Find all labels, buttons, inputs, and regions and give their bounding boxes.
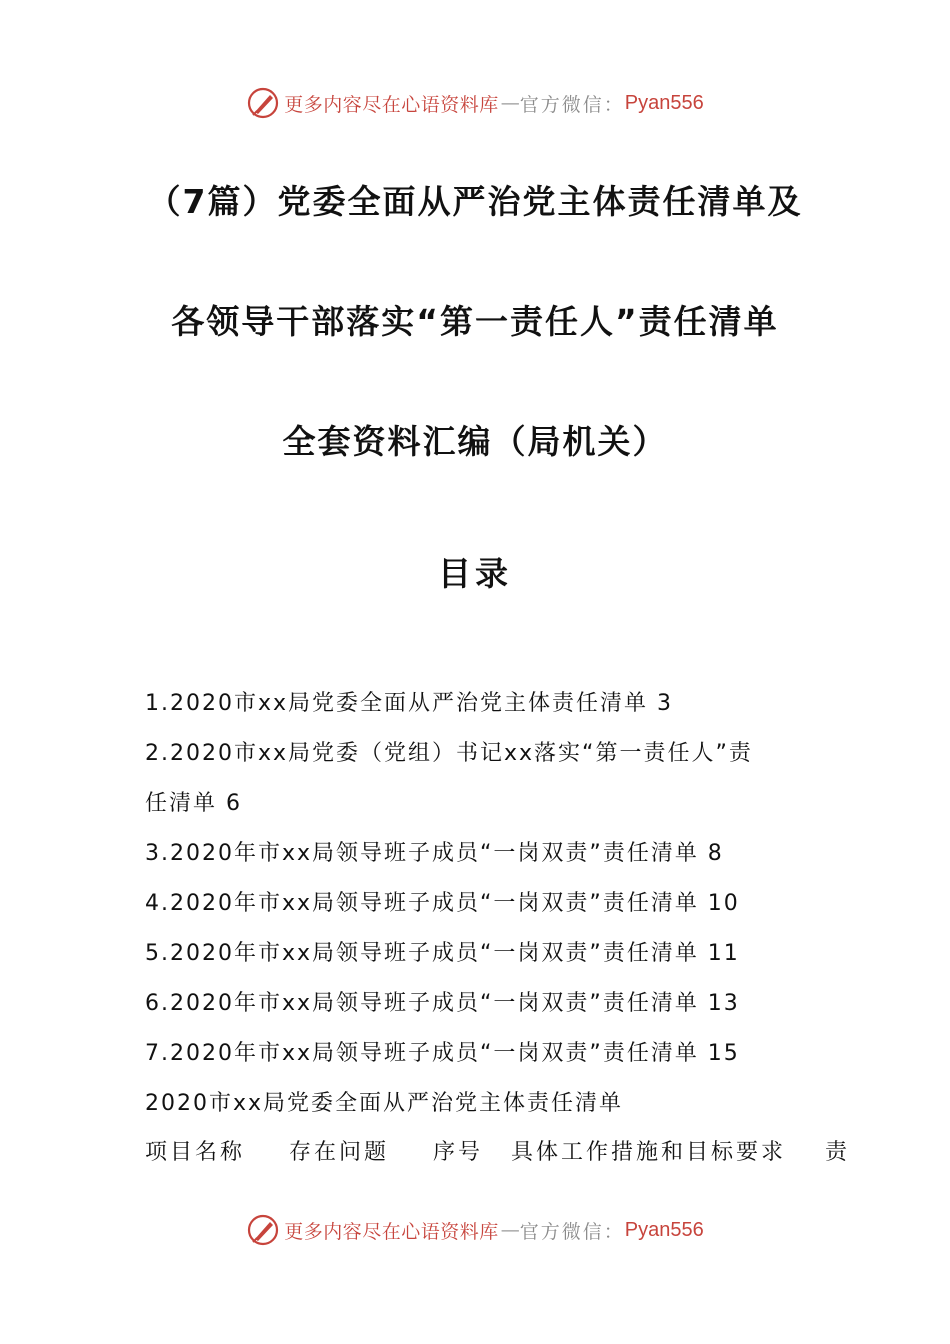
- banner-slogan: 更多内容尽在心语资料库: [284, 93, 499, 116]
- toc-item-4[interactable]: 4.2020年市xx局领导班子成员“一岗双责”责任清单 10: [145, 891, 740, 916]
- toc-item-7[interactable]: 7.2020年市xx局领导班子成员“一岗双责”责任清单 15: [145, 1041, 740, 1066]
- toc-item-5[interactable]: 5.2020年市xx局领导班子成员“一岗双责”责任清单 11: [145, 941, 740, 966]
- toc-item-1[interactable]: 1.2020市xx局党委全面从严治党主体责任清单 3: [145, 691, 674, 716]
- toc-item-6[interactable]: 6.2020年市xx局领导班子成员“一岗双责”责任清单 13: [145, 991, 740, 1016]
- banner-official-label: 官方微信：: [519, 1220, 625, 1243]
- table-header-seq: 序号: [433, 1140, 484, 1165]
- table-header-row: [145, 1135, 850, 1166]
- table-header-responsibility: 责: [825, 1140, 851, 1165]
- section-title: 2020市xx局党委全面从严治党主体责任清单: [145, 1091, 624, 1116]
- toc-heading: 目录: [438, 554, 512, 593]
- footer-banner: [0, 1210, 950, 1250]
- header-banner: [0, 83, 950, 123]
- table-header-project-name: 项目名称: [145, 1140, 246, 1165]
- doc-title-line-3: 全套资料汇编（局机关）: [282, 422, 668, 461]
- toc-item-2-continued[interactable]: 任清单 6: [145, 791, 242, 816]
- doc-title-line-1: （7篇）党委全面从严治党主体责任清单及: [147, 182, 803, 221]
- banner-official-label: 官方微信：: [519, 93, 625, 116]
- table-header-measures: 具体工作措施和目标要求: [511, 1140, 787, 1165]
- toc-item-2[interactable]: 2.2020市xx局党委（党组）书记xx落实“第一责任人”责: [145, 741, 753, 766]
- table-header-issues: 存在问题: [289, 1140, 390, 1165]
- banner-wechat-id: Pyan556: [624, 91, 704, 114]
- banner-slogan: 更多内容尽在心语资料库: [284, 1220, 499, 1243]
- doc-title-line-2: 各领导干部落实“第一责任人”责任清单: [171, 302, 779, 341]
- banner-wechat-id: Pyan556: [624, 1218, 704, 1241]
- quill-logo-icon: [246, 86, 280, 120]
- banner-separator: —: [500, 1219, 520, 1241]
- toc-item-3[interactable]: 3.2020年市xx局领导班子成员“一岗双责”责任清单 8: [145, 841, 724, 866]
- quill-logo-icon: [246, 1213, 280, 1247]
- banner-separator: —: [500, 92, 520, 114]
